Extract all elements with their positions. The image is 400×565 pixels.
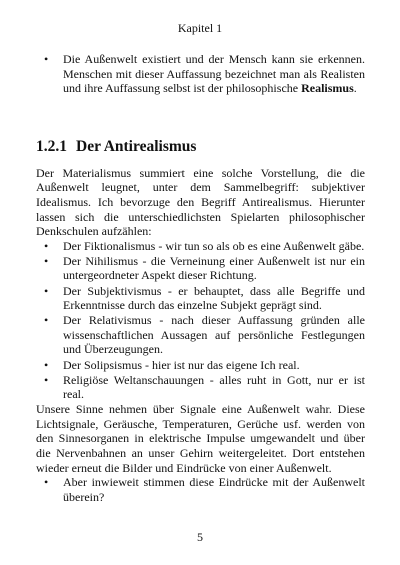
bullet-glyph: • [44, 357, 49, 372]
section-title: Der Antirealismus [76, 137, 197, 155]
bullet-glyph: • [44, 372, 49, 387]
bullet-glyph: • [44, 238, 49, 253]
list-item [36, 313, 365, 357]
list-item [36, 284, 365, 313]
bullet-glyph: • [44, 475, 49, 490]
bullet-glyph: • [44, 52, 49, 66]
school-text: Der Solipsismus - hier ist nur das eigene Ich real. [63, 357, 300, 372]
intro-bullet-bold: Realismus [301, 81, 354, 96]
question-text: Aber inwieweit stimmen diese Eindrücke mit der Außenwelt überein? [63, 475, 365, 504]
list-item [36, 475, 365, 504]
paragraph-antirealism-intro: Der Materialismus summiert eine solche Vorstellung, die die Außenwelt leugnet, unter dem Sammelbegriff: subjektiver Idealismus. Ich bevorzuge den Begriff Antirealismus. Hierunter lassen sich die unterschiedlichsten Spielarten philosophischer Denkschulen aufzählen: [36, 165, 365, 239]
list-item [36, 358, 365, 373]
school-text: Der Subjektivismus - er behauptet, dass alle Begriffe und Erkenntnisse durch das einzelne Subjekt geprägt sind. [63, 283, 365, 313]
list-item [36, 373, 365, 402]
intro-bullet-text: Die Außenwelt existiert und der Mensch kann sie erkennen. Menschen mit dieser Auffassung bezeichnet man als Realisten und ihre Auffassung selbst ist der philosophische [63, 52, 365, 96]
running-header: Kapitel 1 [177, 21, 223, 35]
list-item [36, 52, 365, 96]
list-item [36, 254, 365, 283]
page-content [36, 52, 365, 504]
question-bullet-list [36, 475, 365, 504]
bullet-glyph: • [44, 283, 49, 298]
paragraph-senses: Unsere Sinne nehmen über Signale eine Außenwelt wahr. Diese Lichtsignale, Geräusche, Temperaturen, Gerüche usf. werden von den Sinnesorganen in elektrische Impulse umgewandelt und über die Nervenbahnen an unser Gehirn weitergeleitet. Dort entstehen wieder erneut die Bilder und Eindrücke von einer Außenwelt. [36, 402, 365, 475]
intro-bullet-tail: . [353, 81, 357, 96]
school-text: Der Nihilismus - die Verneinung einer Außenwelt ist nur ein untergeordneter Aspekt dieser Richtung. [63, 253, 365, 283]
intro-bullet-list [36, 52, 365, 96]
section-heading [36, 138, 365, 156]
school-text: Der Relativismus - nach dieser Auffassung gründen alle wissenschaftlichen Aussagen auf persönliche Festlegungen und Überzeugungen. [63, 313, 365, 357]
bullet-glyph: • [44, 313, 49, 328]
school-text: Der Fiktionalismus - wir tun so als ob es eine Außenwelt gäbe. [63, 238, 365, 253]
section-number: 1.2.1 [36, 137, 67, 155]
list-item [36, 239, 365, 254]
bullet-glyph: • [44, 253, 49, 268]
page-number: 5 [197, 530, 203, 544]
schools-list [36, 239, 365, 402]
school-text: Religiöse Weltanschauungen - alles ruht in Gott, nur er ist real. [63, 372, 365, 402]
